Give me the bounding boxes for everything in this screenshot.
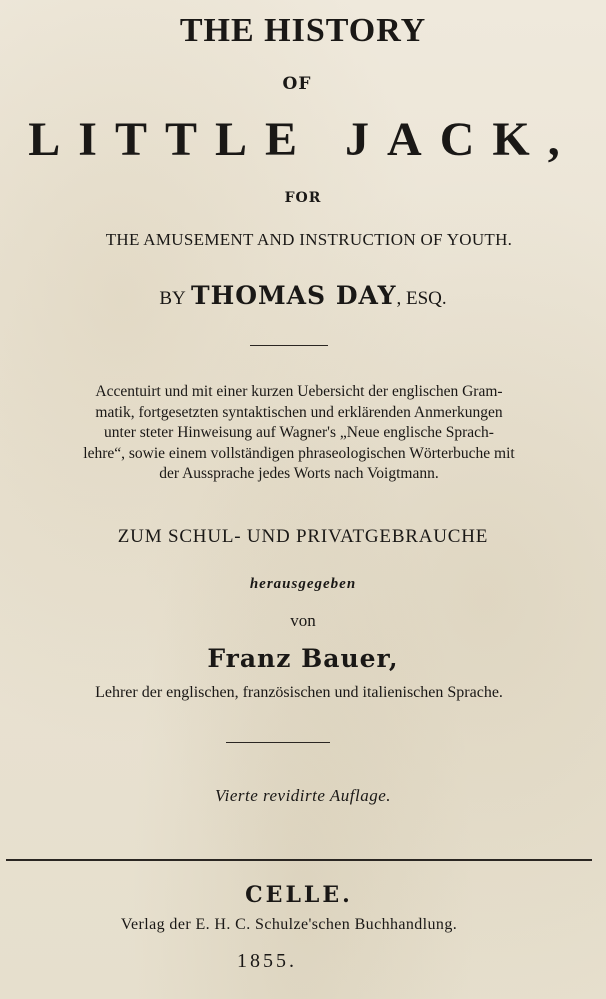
title-little-jack: LITTLE JACK, <box>28 113 578 166</box>
title-history: THE HISTORY <box>179 12 427 49</box>
byline-suffix: , ESQ. <box>396 288 447 309</box>
divider-rule-top <box>250 345 328 346</box>
description-line-5: der Aussprache jedes Worts nach Voigtmann. <box>159 465 439 482</box>
editor-role: Lehrer der englischen, französischen und italienischen Sprache. <box>95 684 503 701</box>
byline-author: THOMAS DAY <box>190 281 397 310</box>
description-line-1: Accentuirt und mit einer kurzen Uebersicht der englischen Gram- <box>95 383 503 400</box>
usage-line: ZUM SCHUL- UND PRIVATGEBRAUCHE <box>117 526 489 547</box>
imprint-year: 1855. <box>237 950 297 972</box>
description-paragraph <box>34 382 564 485</box>
byline-by: BY <box>159 288 186 309</box>
title-subtitle: THE AMUSEMENT AND INSTRUCTION OF YOUTH. <box>105 230 513 249</box>
edition-note: Vierte revidirte Auflage. <box>214 786 391 805</box>
description-line-2: matik, fortgesetzten syntaktischen und erklärenden Anmerkungen <box>95 403 503 421</box>
title-of: OF <box>282 74 312 94</box>
editor-name: Franz Bauer, <box>207 644 399 673</box>
imprint-place: CELLE. <box>245 882 353 908</box>
divider-rule-imprint <box>6 859 592 861</box>
von-label: von <box>290 611 316 630</box>
divider-rule-middle <box>226 742 330 743</box>
description-line-4: lehre“, sowie einem vollständigen phraseologischen Wörterbuche mit <box>83 444 515 462</box>
imprint-publisher: Verlag der E. H. C. Schulze'schen Buchhandlung. <box>120 916 458 933</box>
title-for: FOR <box>284 190 322 206</box>
byline <box>0 281 606 310</box>
description-line-3: unter steter Hinweisung auf Wagner's „Neue englische Sprach- <box>104 424 494 441</box>
edited-label: herausgegeben <box>249 576 357 592</box>
